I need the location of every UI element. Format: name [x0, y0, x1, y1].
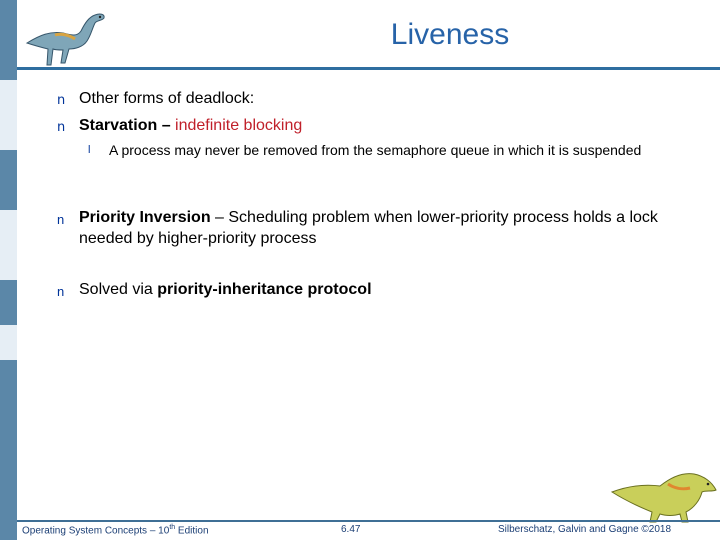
- bullet-marker-icon: n: [57, 93, 66, 108]
- footer-divider: [17, 520, 720, 522]
- starvation-definition: indefinite blocking: [175, 117, 303, 134]
- term-priority-inheritance: priority-inheritance protocol: [157, 281, 372, 298]
- side-bar: [0, 0, 17, 540]
- bullet-marker-icon: n: [57, 284, 65, 299]
- dash: –: [157, 117, 176, 134]
- footer-page-number: 6.47: [341, 524, 361, 535]
- priority-inversion-definition: – Scheduling problem when lower-priority process holds a lock needed by higher-priority process: [79, 209, 658, 247]
- bullet-text: Other forms of deadlock:: [79, 90, 255, 107]
- footer-edition-sup: th: [169, 524, 176, 531]
- bullet-marker-icon: n: [57, 120, 66, 135]
- side-bar-band: [0, 325, 17, 360]
- slide-title: Liveness: [390, 18, 510, 51]
- term-priority-inversion: Priority Inversion: [79, 209, 211, 226]
- solved-via-text: Solved via: [79, 281, 158, 298]
- term-starvation: Starvation: [79, 117, 158, 134]
- sub-bullet-marker-icon: l: [88, 144, 91, 156]
- side-bar-band: [0, 210, 17, 280]
- footer-authors: Silberschatz, Galvin and Gagne ©2018: [498, 524, 672, 535]
- side-bar-band: [0, 80, 17, 150]
- sub-bullet-text: A process may never be removed from the semaphore queue in which it is suspended: [109, 142, 642, 158]
- footer-book-title-text: Operating System Concepts – 10: [22, 525, 170, 537]
- footer-edition-text: Edition: [175, 525, 209, 537]
- dinosaur-corner-icon: [608, 462, 720, 524]
- bullet-marker-icon: n: [57, 212, 65, 227]
- footer-book-title: [22, 524, 209, 536]
- title-divider: [17, 67, 720, 70]
- dinosaur-logo-icon: [25, 5, 110, 70]
